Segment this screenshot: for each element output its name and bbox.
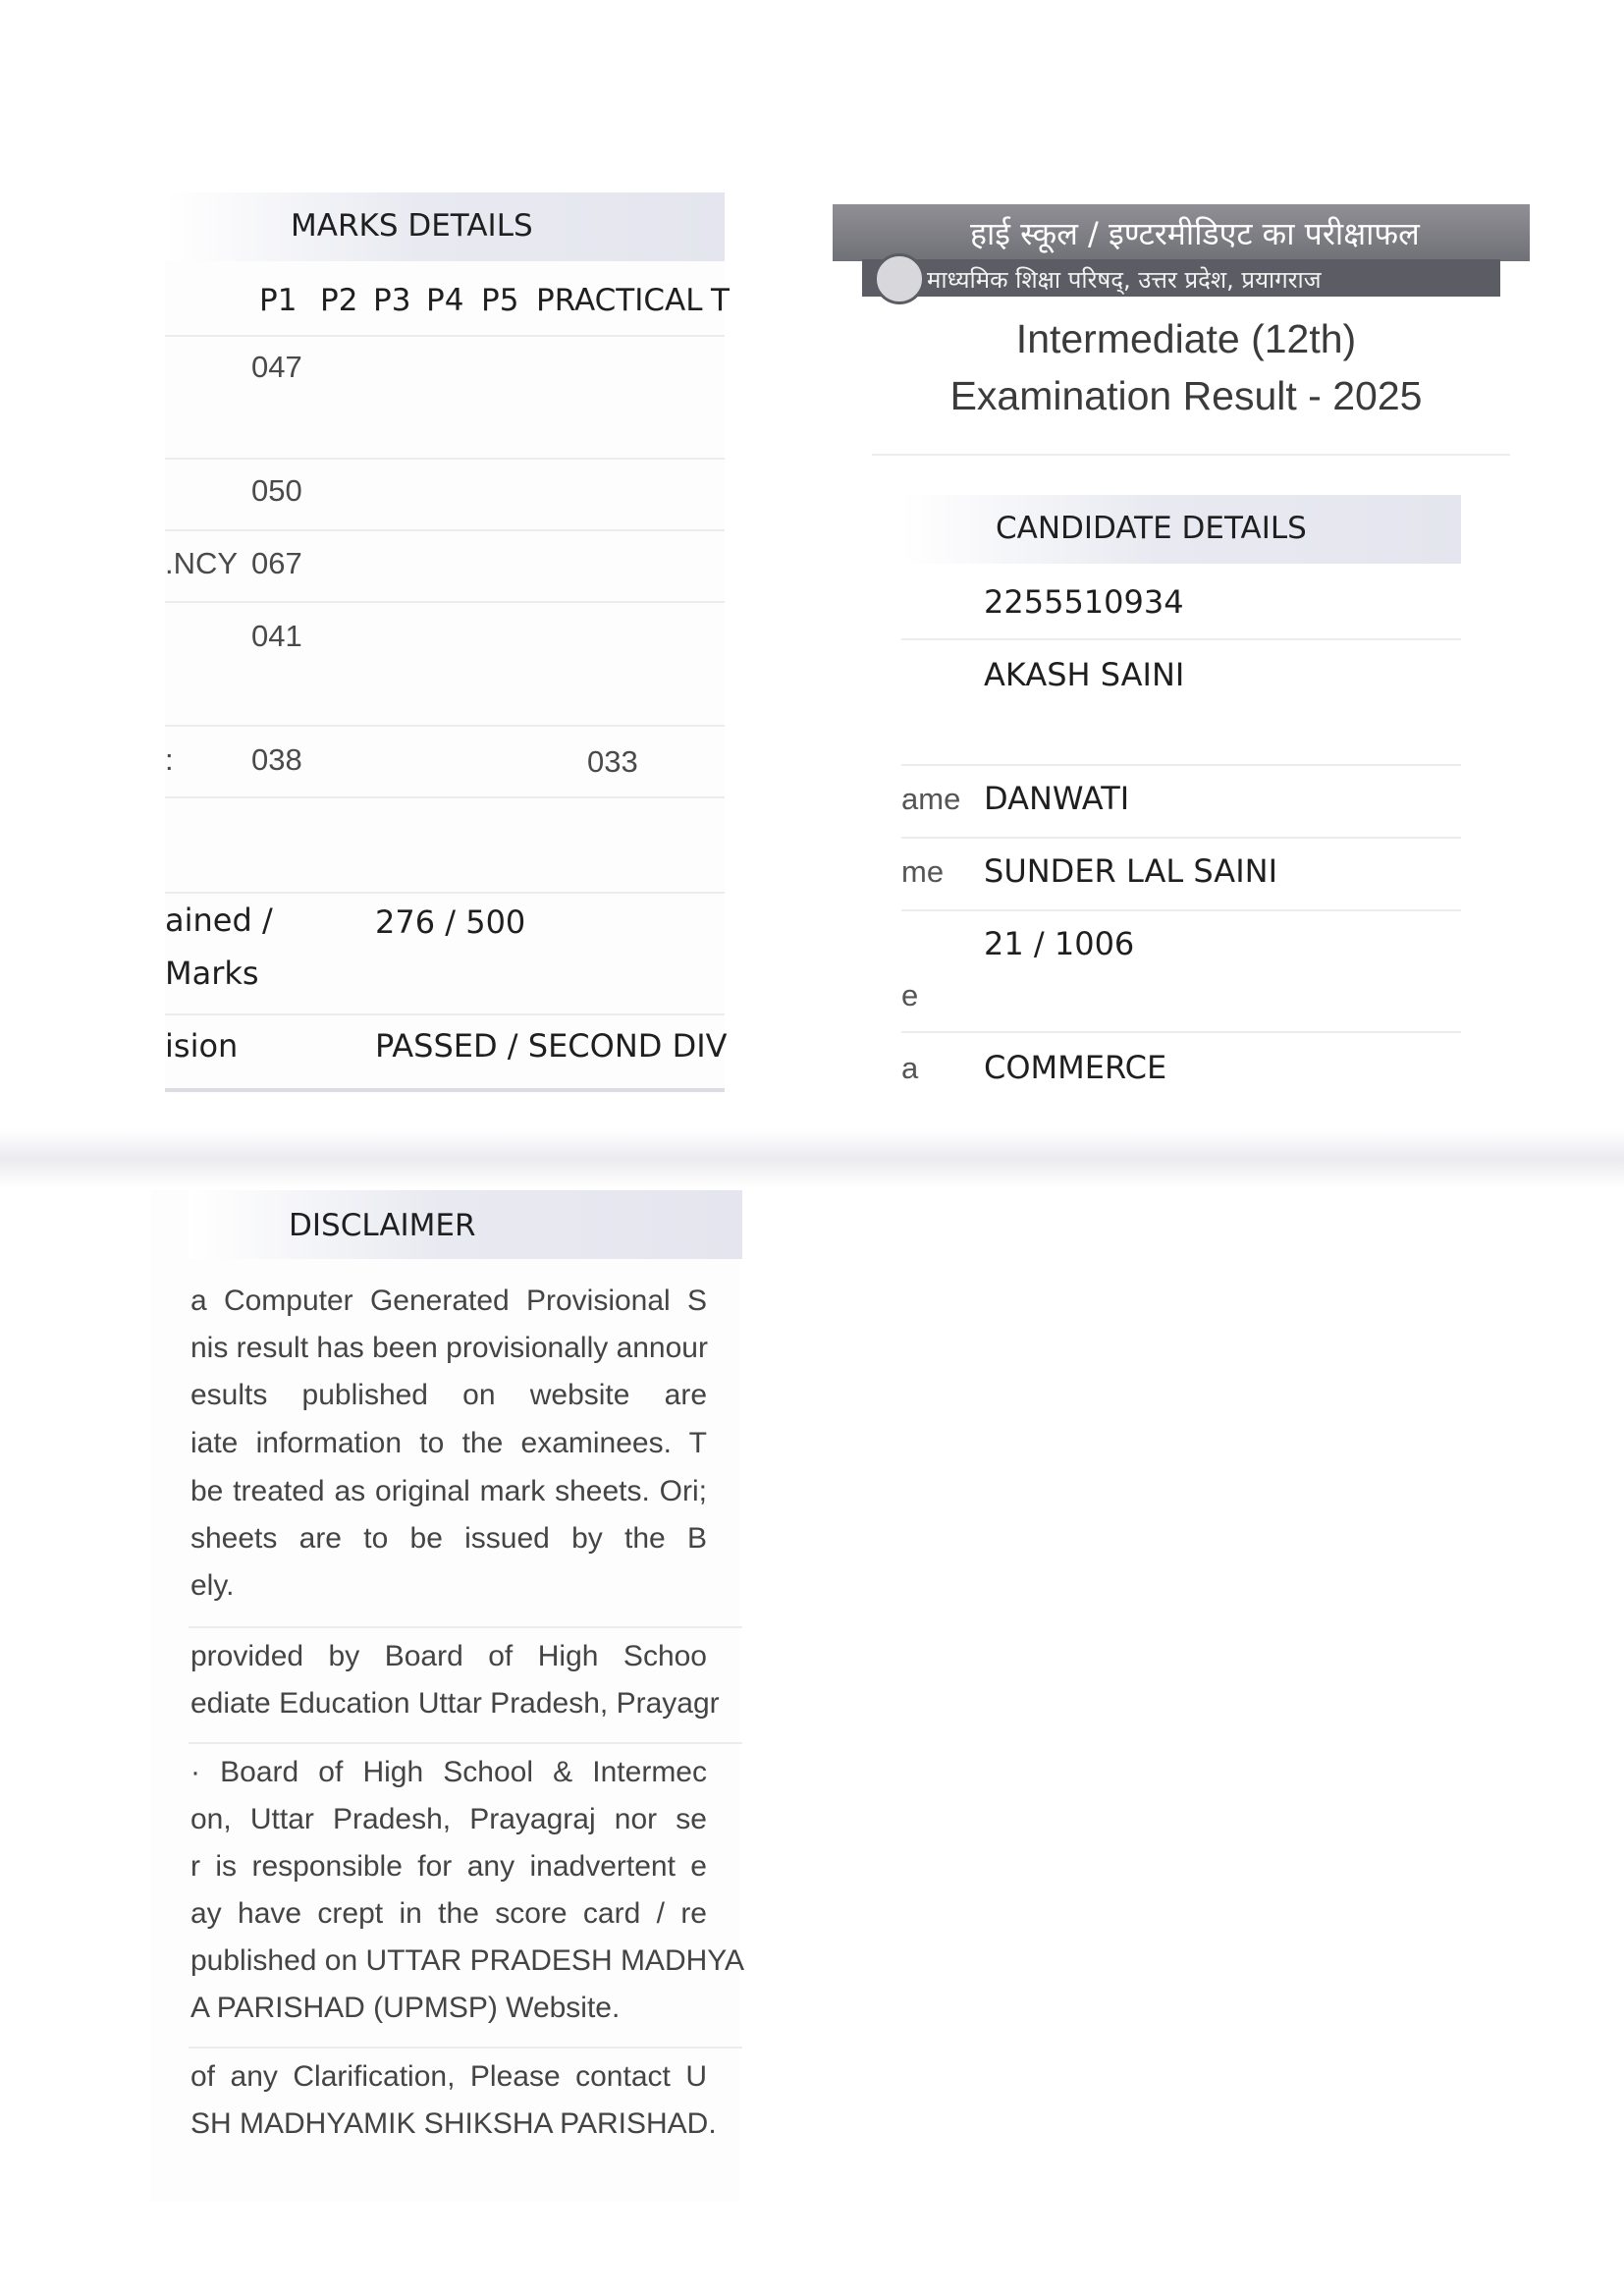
disclaimer-line: ediate Education Uttar Pradesh, Prayagr bbox=[190, 1687, 720, 1720]
row-divider bbox=[901, 638, 1461, 640]
roll-number-value: 2255510934 bbox=[984, 583, 1184, 621]
row-divider bbox=[165, 529, 725, 531]
row-divider bbox=[901, 837, 1461, 839]
disclaimer-divider bbox=[189, 1742, 742, 1744]
row-divider bbox=[165, 601, 725, 603]
column-header-p3: P3 bbox=[373, 283, 411, 318]
stream-label: a bbox=[901, 1051, 919, 1085]
row-divider bbox=[165, 796, 725, 798]
title-divider bbox=[872, 454, 1510, 456]
disclaimer-title: DISCLAIMER bbox=[289, 1208, 476, 1243]
portal-banner bbox=[833, 204, 1530, 261]
candidate-details-panel bbox=[833, 204, 1530, 1108]
column-header-p5: P5 bbox=[481, 283, 519, 318]
total-marks-value: 276 / 500 bbox=[375, 903, 526, 941]
disclaimer-line: r is responsible for any inadvertent e bbox=[190, 1850, 707, 1883]
result-division-value: PASSED / SECOND DIV bbox=[375, 1027, 728, 1065]
panel-bottom-rule bbox=[165, 1088, 725, 1092]
row-divider bbox=[165, 725, 725, 727]
father-name-label: me bbox=[901, 854, 945, 889]
candidate-details-title: CANDIDATE DETAILS bbox=[996, 511, 1307, 546]
mother-name-value: DANWATI bbox=[984, 780, 1130, 817]
marks-details-header bbox=[165, 192, 725, 261]
row-divider bbox=[901, 1031, 1461, 1033]
row-4-p1: 041 bbox=[251, 619, 302, 653]
disclaimer-divider bbox=[189, 2047, 742, 2049]
total-label-line1: ained / bbox=[165, 902, 273, 939]
exam-title-line2: Examination Result - 2025 bbox=[949, 373, 1423, 418]
row-divider bbox=[901, 909, 1461, 911]
row-divider bbox=[901, 764, 1461, 766]
column-header-p1: P1 bbox=[259, 283, 298, 318]
disclaimer-line: on, Uttar Pradesh, Prayagraj nor se bbox=[190, 1803, 707, 1835]
portal-title: हाई स्कूल / इण्टरमीडिएट का परीक्षाफल bbox=[970, 215, 1420, 252]
exam-title-line1: Intermediate (12th) bbox=[1015, 316, 1357, 361]
row-5-practical: 033 bbox=[587, 744, 638, 779]
disclaimer-line: iate information to the examinees. T bbox=[190, 1427, 707, 1459]
column-header-p4: P4 bbox=[426, 283, 464, 318]
disclaimer-line: be treated as original mark sheets. Ori; bbox=[190, 1475, 707, 1507]
marks-details-panel bbox=[165, 192, 730, 1094]
total-label-line2: Marks bbox=[165, 955, 259, 992]
board-name: माध्यमिक शिक्षा परिषद्, उत्तर प्रदेश, प्रयागराज bbox=[927, 266, 1322, 294]
row-3-p1: 067 bbox=[251, 546, 302, 580]
board-emblem-logo bbox=[874, 253, 925, 304]
column-header-p2: P2 bbox=[320, 283, 358, 318]
disclaimer-divider bbox=[189, 1626, 742, 1628]
column-header-practical: PRACTICAL bbox=[536, 283, 703, 318]
disclaimer-line: esults published on website are bbox=[190, 1379, 707, 1411]
disclaimer-line: ay have crept in the score card / re bbox=[190, 1897, 707, 1930]
father-name-value: SUNDER LAL SAINI bbox=[984, 852, 1277, 890]
disclaimer-line: nis result has been provisionally annour bbox=[190, 1332, 708, 1364]
mother-name-label: ame bbox=[901, 782, 961, 816]
row-5-p1: 038 bbox=[251, 742, 302, 777]
school-code-label: e bbox=[901, 978, 919, 1012]
candidate-details-header bbox=[901, 495, 1461, 564]
board-strip bbox=[862, 259, 1500, 297]
row-2-p1: 050 bbox=[251, 473, 302, 508]
row-divider bbox=[165, 1013, 725, 1015]
row-1-p1: 047 bbox=[251, 350, 302, 384]
disclaimer-panel bbox=[151, 1190, 745, 2202]
row-5-subject-label: : bbox=[165, 742, 174, 777]
stream-value: COMMERCE bbox=[984, 1049, 1167, 1086]
row-divider bbox=[165, 458, 725, 460]
disclaimer-line: a Computer Generated Provisional S bbox=[190, 1285, 707, 1317]
row-divider bbox=[165, 335, 725, 337]
disclaimer-line: · Board of High School & Intermec bbox=[190, 1756, 707, 1788]
school-code-value: 21 / 1006 bbox=[984, 925, 1135, 962]
exam-title bbox=[892, 310, 1481, 424]
disclaimer-line: of any Clarification, Please contact U bbox=[190, 2060, 707, 2093]
candidate-name-value: AKASH SAINI bbox=[984, 656, 1185, 693]
disclaimer-line: sheets are to be issued by the B bbox=[190, 1522, 707, 1555]
scan-fold-shadow bbox=[0, 1129, 1624, 1188]
disclaimer-line: SH MADHYAMIK SHIKSHA PARISHAD. bbox=[190, 2107, 717, 2140]
disclaimer-header bbox=[189, 1190, 742, 1259]
disclaimer-line: provided by Board of High Schoo bbox=[190, 1640, 707, 1672]
row-divider bbox=[165, 892, 725, 894]
disclaimer-line: ely. bbox=[190, 1569, 235, 1602]
disclaimer-line: published on UTTAR PRADESH MADHYA bbox=[190, 1944, 745, 1977]
disclaimer-line: A PARISHAD (UPMSP) Website. bbox=[190, 1992, 621, 2024]
division-label: ision bbox=[165, 1027, 239, 1065]
column-header-total: T bbox=[711, 283, 730, 318]
marks-details-title: MARKS DETAILS bbox=[291, 208, 533, 244]
row-3-subject-label: .NCY bbox=[165, 546, 239, 580]
